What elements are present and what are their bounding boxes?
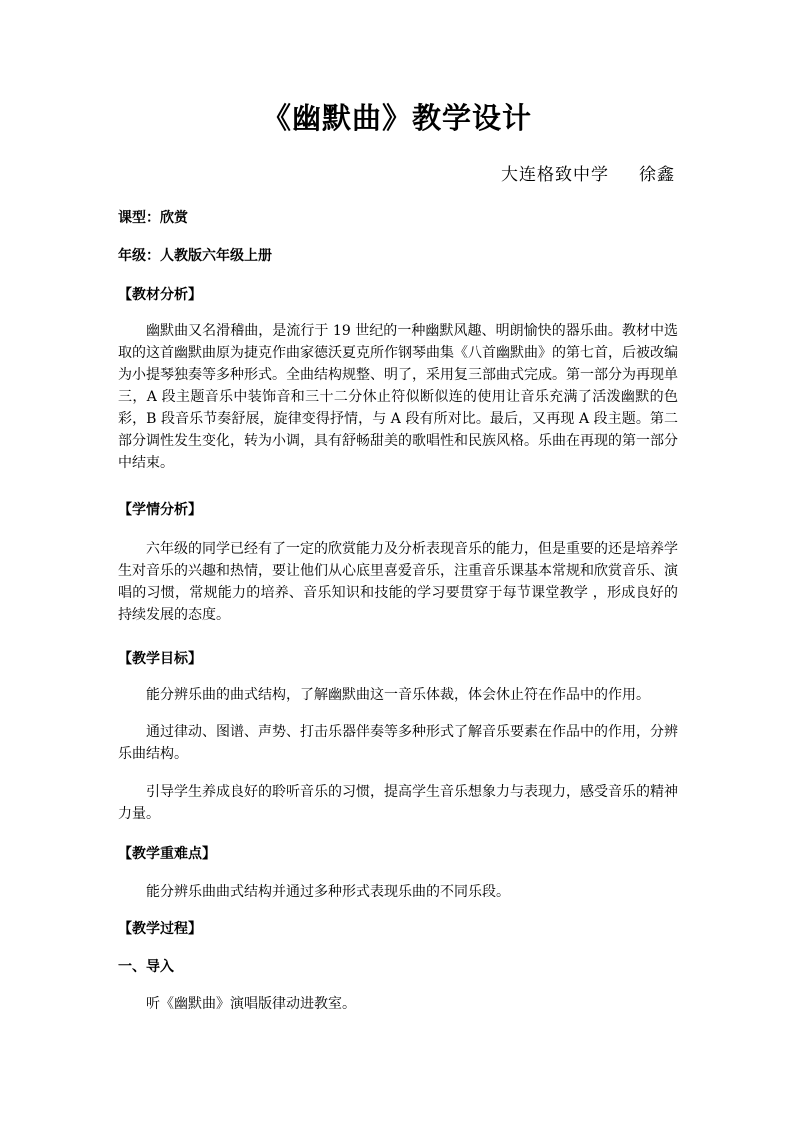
teaching-goals-heading: 【教学目标】	[118, 651, 202, 667]
author-name: 徐鑫	[639, 165, 675, 185]
key-points-heading: 【教学重难点】	[118, 846, 216, 862]
author-line	[400, 160, 675, 185]
process-step-1-text: 听《幽默曲》演唱版律动进教室。	[146, 996, 356, 1012]
course-type: 课型：欣赏	[118, 210, 188, 226]
teaching-process-heading: 【教学过程】	[118, 921, 202, 937]
student-analysis-text: 六年级的同学已经有了一定的欣赏能力及分析表现音乐的能力，但是重要的还是培养学生对音乐的兴趣和热情，要让他们从心底里喜爱音乐，注重音乐课基本常规和欣赏音乐、演唱的习惯，常规能力的培养、音乐知识和技能的学习要贯穿于每节课堂教学 ，形成良好的持续发展的态度。	[118, 541, 678, 623]
material-analysis-text: 幽默曲又名滑稽曲，是流行于 19 世纪的一种幽默风趣、明朗愉快的器乐曲。教材中选取的这首幽默曲原为捷克作曲家德沃夏克所作钢琴曲集《八首幽默曲》的第七首，后被改编为小提琴独奏等多种形式。全曲结构规整、明了，采用复三部曲式完成。第一部分为再现单三，A 段主题音乐中装饰音和三十二分休止符似断似连的使用让音乐充满了活泼幽默的色彩，B 段音乐节奏舒展，旋律变得抒情，与 A 段有所对比。最后，又再现 A 段主题。第二部分调性发生变化，转为小调，具有舒畅甜美的歌唱性和民族风格。乐曲在再现的第一部分中结束。	[118, 323, 678, 471]
teaching-goal-2: 通过律动、图谱、声势、打击乐器伴奏等多种形式了解音乐要素在作品中的作用，分辨乐曲结构。	[118, 724, 678, 762]
student-analysis-heading: 【学情分析】	[118, 502, 202, 518]
school-name: 大连格致中学	[501, 165, 609, 185]
teaching-goal-1: 能分辨乐曲的曲式结构，了解幽默曲这一音乐体裁，体会休止符在作品中的作用。	[146, 687, 650, 703]
material-analysis-heading: 【教材分析】	[118, 287, 202, 303]
grade-level: 年级：人教版六年级上册	[118, 248, 272, 264]
teaching-goal-3: 引导学生养成良好的聆听音乐的习惯，提高学生音乐想象力与表现力，感受音乐的精神力量。	[118, 784, 678, 822]
key-points-text: 能分辨乐曲曲式结构并通过多种形式表现乐曲的不同乐段。	[146, 884, 510, 900]
document-title: 《幽默曲》教学设计	[261, 101, 532, 135]
process-step-1-heading: 一、导入	[118, 959, 174, 975]
